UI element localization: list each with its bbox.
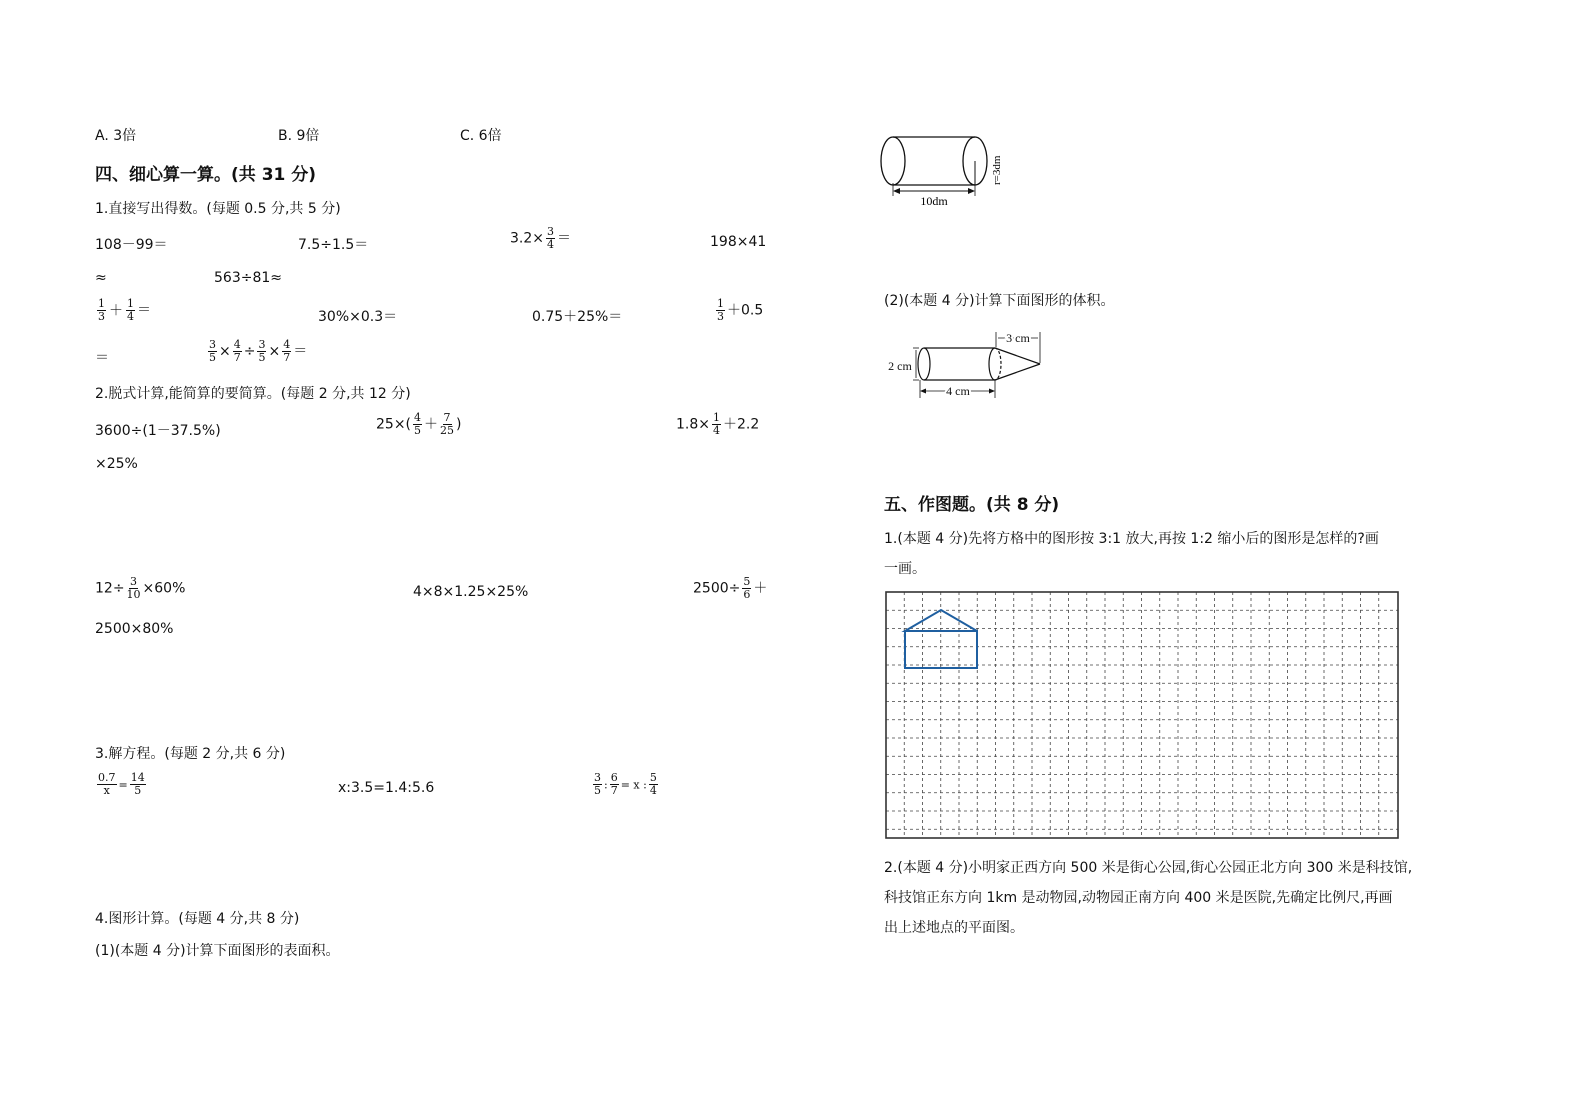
cylinder-figure — [876, 128, 1026, 213]
choice-c: C. 6倍 — [460, 128, 502, 144]
q1-r3-b: 30%×0.3＝ — [318, 309, 398, 325]
section4-title: 四、细心算一算。(共 31 分) — [95, 165, 317, 185]
diameter-label: 2 cm — [888, 359, 912, 373]
q2-r1-a: 3600÷(1－37.5%) — [95, 423, 221, 439]
q2-r1b: ×25% — [95, 456, 138, 472]
q3-eq-a: $\frac{0.7}{x}$ = $\frac{14}{5}$ — [98, 771, 145, 797]
q1-title: 1.直接写出得数。(每题 0.5 分,共 5 分) — [95, 201, 341, 217]
q4-title: 4.图形计算。(每题 4 分,共 8 分) — [95, 911, 300, 927]
choice-b: B. 9倍 — [278, 128, 320, 144]
cylinder-radius-label: r=3dm — [991, 155, 1003, 185]
cone-height-label: 3 cm — [1006, 331, 1030, 345]
q1-r2-a: ≈ — [95, 270, 107, 286]
section5-title: 五、作图题。(共 8 分) — [884, 495, 1060, 515]
cylinder-cone-figure — [880, 328, 1055, 403]
q2-r2-c: 2500÷ $\frac{5}{6}$ ＋ — [693, 575, 768, 601]
q1-r4-a: ＝ — [95, 350, 109, 366]
q2-r2-b: 4×8×1.25×25% — [413, 584, 529, 600]
q2-r1-b: 25×( $\frac{4}{5}$ ＋ $\frac{7}{25}$ ) — [376, 411, 462, 437]
q2-r2b: 2500×80% — [95, 621, 174, 637]
q4-p1: (1)(本题 4 分)计算下面图形的表面积。 — [95, 943, 340, 959]
q3-title: 3.解方程。(每题 2 分,共 6 分) — [95, 746, 286, 762]
s5-q2-line3: 出上述地点的平面图。 — [884, 920, 1024, 936]
cyl-length-label: 4 cm — [946, 384, 970, 398]
q1-r3-a: $\frac{1}{3}$ ＋ $\frac{1}{4}$ ＝ — [98, 297, 151, 323]
q1-r2-b: 563÷81≈ — [214, 270, 282, 286]
q2-r1-c: 1.8× $\frac{1}{4}$ ＋2.2 — [676, 411, 760, 437]
s5-q1-line2: 一画。 — [884, 561, 926, 577]
cylinder-length-label: 10dm — [920, 194, 948, 208]
choice-a: A. 3倍 — [95, 128, 137, 144]
grid-border — [886, 592, 1398, 838]
q3-eq-b: x:3.5=1.4:5.6 — [338, 780, 435, 796]
s5-q1-line1: 1.(本题 4 分)先将方格中的图形按 3:1 放大,再按 1:2 缩小后的图形是怎样的?画 — [884, 531, 1379, 547]
grid-lines — [886, 592, 1398, 838]
q4-p2: (2)(本题 4 分)计算下面图形的体积。 — [884, 293, 1115, 309]
q3-eq-c: $\frac{3}{5}$ : $\frac{6}{7}$ = x : $\frac{5}{4}$ — [594, 771, 657, 797]
s5-q2-line1: 2.(本题 4 分)小明家正西方向 500 米是街心公园,街心公园正北方向 300 米是科技馆, — [884, 860, 1413, 876]
s5-q2-line2: 科技馆正东方向 1km 是动物园,动物园正南方向 400 米是医院,先确定比例尺,再画 — [884, 890, 1393, 906]
q1-r1-d: 198×41 — [710, 234, 767, 250]
q1-r1-b: 7.5÷1.5＝ — [298, 237, 369, 253]
drawing-grid[interactable] — [884, 590, 1400, 840]
q1-r3-c: 0.75＋25%＝ — [532, 309, 623, 325]
q1-r3-d: $\frac{1}{3}$ ＋0.5 — [717, 297, 764, 323]
q2-r2-a: 12÷ $\frac{3}{10}$ ×60% — [95, 575, 186, 601]
q2-title: 2.脱式计算,能简算的要简算。(每题 2 分,共 12 分) — [95, 386, 411, 402]
q1-r1-a: 108－99＝ — [95, 237, 168, 253]
q1-r1-c: 3.2× $\frac{3}{4}$ ＝ — [510, 225, 571, 251]
q1-r4-b: $\frac{3}{5}$ × $\frac{4}{7}$ ÷ $\frac{3}{5}$ × $\frac{4}{7}$ ＝ — [209, 338, 308, 364]
